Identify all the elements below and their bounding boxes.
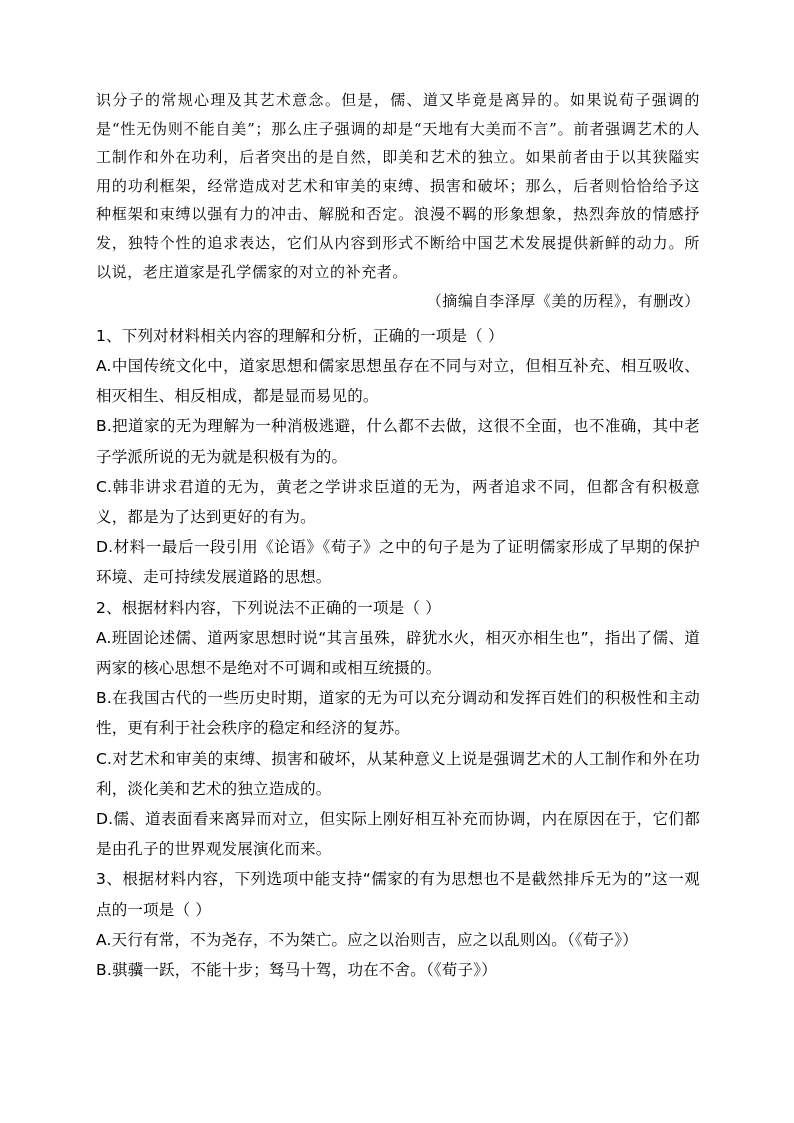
question-stem: 1、下列对材料相关内容的理解和分析，正确的一项是（ ） [96, 326, 504, 345]
passage-paragraph: 识分子的常规心理及其艺术意念。但是，儒、道又毕竟是离异的。如果说荀子强调的是“性无伪则不能自美”；那么庄子强调的却是“天地有大美而不言”。前者强调艺术的人工制作和外在功利，后者突出的是自然，即美和艺术的独立。如果前者由于以其狭隘实用的功利框架，经常造成对艺术和审美的束缚、损害和破坏；那么，后者则恰恰给予这种框架和束缚以强有力的冲击、解脱和否定。浪漫不羁的形象想象，热烈奔放的情感抒发，独特个性的追求表达，它们从内容到形式不断给中国艺术发展提供新鲜的动力。所以说，老庄道家是孔学儒家的对立的补充者。 [96, 91, 700, 281]
passage-source: （摘编自李泽厚《美的历程》，有删改） [426, 292, 700, 311]
option-b: B.在我国古代的一些历史时期，道家的无为可以充分调动和发挥百姓们的积极性和主动性，更有利于社会秩序的稳定和经济的复苏。 [96, 689, 700, 738]
question-3 [96, 864, 700, 985]
document-page [96, 86, 700, 985]
question-list [96, 321, 700, 985]
question-stem: 3、根据材料内容，下列选项中能支持“儒家的有为思想也不是截然排斥无为的”这一观点的一项是（ ） [96, 870, 700, 919]
reading-passage [96, 86, 700, 316]
question-2 [96, 593, 700, 865]
question-stem: 2、根据材料内容，下列说法不正确的一项是（ ） [96, 598, 441, 617]
option-a: A.班固论述儒、道两家思想时说“其言虽殊，辟犹水火，相灭亦相生也”，指出了儒、道两家的核心思想不是绝对不可调和或相互统摄的。 [96, 628, 700, 677]
option-c: C.对艺术和审美的束缚、损害和破坏，从某种意义上说是强调艺术的人工制作和外在功利，淡化美和艺术的独立造成的。 [96, 749, 700, 798]
option-b: B.把道家的无为理解为一种消极逃避，什么都不去做，这很不全面，也不准确，其中老子学派所说的无为就是积极有为的。 [96, 417, 700, 466]
option-d: D.儒、道表面看来离异而对立，但实际上刚好相互补充而协调，内在原因在于，它们都是由孔子的世界观发展演化而来。 [96, 810, 700, 859]
option-b: B.骐骥一跃，不能十步；驽马十驾，功在不舍。（《荀子》） [96, 961, 497, 980]
option-c: C.韩非讲求君道的无为，黄老之学讲求臣道的无为，两者追求不同，但都含有积极意义，都是为了达到更好的有为。 [96, 477, 700, 526]
option-a: A.中国传统文化中，道家思想和儒家思想虽存在不同与对立，但相互补充、相互吸收、相灭相生、相反相成，都是显而易见的。 [96, 356, 700, 406]
option-a: A.天行有常，不为尧存，不为桀亡。应之以治则吉，应之以乱则凶。（《荀子》） [96, 930, 638, 949]
option-d: D.材料一最后一段引用《论语》《荀子》之中的句子是为了证明儒家形成了早期的保护环境、走可持续发展道路的思想。 [96, 538, 700, 587]
question-1 [96, 321, 700, 593]
